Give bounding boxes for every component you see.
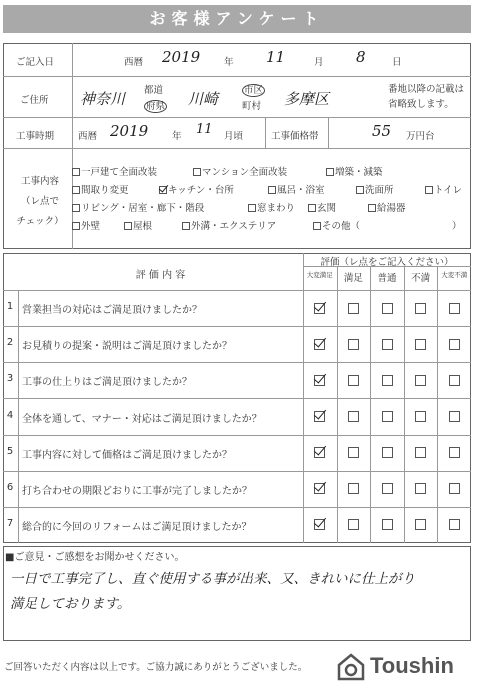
rating-checkbox[interactable] xyxy=(348,483,359,494)
date-month-unit: 月 xyxy=(314,57,324,68)
checkbox-icon[interactable] xyxy=(72,222,80,230)
date-year-unit: 年 xyxy=(224,57,234,68)
rating-checkbox[interactable] xyxy=(348,339,359,350)
work-other-close: ） xyxy=(452,221,462,232)
comments-line-1[interactable]: 一日で工事完了し、直ぐ使用する事が出来、又、きれいに仕上がり xyxy=(10,571,415,587)
work-option[interactable] xyxy=(193,164,287,178)
checkbox-icon[interactable] xyxy=(313,222,321,230)
rating-checkbox[interactable] xyxy=(314,303,325,314)
address-ward[interactable]: 多摩区 xyxy=(284,90,330,108)
date-day-unit: 日 xyxy=(392,57,402,68)
work-option-label: 屋根 xyxy=(133,221,153,232)
period-month-unit: 月頃 xyxy=(224,131,244,142)
rating-checkbox[interactable] xyxy=(449,375,460,386)
address-label: ご住所 xyxy=(20,95,49,106)
work-option[interactable] xyxy=(326,164,383,178)
rating-checkbox[interactable] xyxy=(348,303,359,314)
eval-header-right: 評価（レ点をご記入ください） xyxy=(320,257,454,268)
rating-checkbox[interactable] xyxy=(415,519,426,530)
comments-label: ■ご意見・ご感想をお聞かせください。 xyxy=(5,552,185,563)
rating-header: 不満 xyxy=(411,273,431,284)
work-option-label: 外壁 xyxy=(81,221,101,232)
rating-checkbox[interactable] xyxy=(382,411,393,422)
date-label: ご記入日 xyxy=(16,57,55,68)
rating-header: 大変不満 xyxy=(441,271,468,279)
work-option[interactable] xyxy=(425,182,462,196)
checkbox-icon[interactable] xyxy=(356,186,364,194)
rating-checkbox[interactable] xyxy=(415,375,426,386)
address-city[interactable]: 川崎 xyxy=(188,90,219,108)
work-option-label: 洗面所 xyxy=(365,185,394,196)
rating-checkbox[interactable] xyxy=(348,411,359,422)
work-option[interactable] xyxy=(356,182,394,196)
rating-checkbox[interactable] xyxy=(415,339,426,350)
rating-header: 大変満足 xyxy=(306,271,333,279)
work-label: 工事内容 （レ点で チェック） xyxy=(16,176,64,227)
question-text: 打ち合わせの期限どおりに工事が完了しましたか？ xyxy=(22,485,252,497)
work-option[interactable] xyxy=(72,164,157,178)
work-option-label: 外溝・エクステリア xyxy=(191,221,277,232)
address-prefecture[interactable]: 神奈川 xyxy=(80,90,126,108)
brand-logo xyxy=(336,652,466,682)
page-title: お客様アンケート xyxy=(3,5,471,33)
work-option-label: キッチン・台所 xyxy=(168,185,234,196)
checkbox-icon[interactable] xyxy=(193,168,201,176)
rating-checkbox[interactable] xyxy=(449,447,460,458)
rating-checkbox[interactable] xyxy=(449,339,460,350)
rating-checkbox[interactable] xyxy=(382,339,393,350)
price-label: 工事価格帯 xyxy=(271,131,319,142)
house-icon xyxy=(336,652,366,682)
rating-checkbox[interactable] xyxy=(415,447,426,458)
period-era: 西暦 xyxy=(78,131,98,142)
question-text: 工事内容に対して価格はご満足頂けましたか？ xyxy=(22,449,232,461)
checkbox-icon[interactable] xyxy=(159,186,167,194)
checkbox-icon[interactable] xyxy=(72,168,80,176)
checkbox-icon[interactable] xyxy=(182,222,190,230)
rating-checkbox[interactable] xyxy=(382,303,393,314)
address-pref-unit-2: 府県 xyxy=(146,101,166,112)
address-note: 番地以降の記載は省略致します。 xyxy=(388,84,465,110)
brand-name: Toushin xyxy=(370,653,454,678)
rating-checkbox[interactable] xyxy=(382,519,393,530)
work-option[interactable] xyxy=(72,200,204,214)
period-year-unit: 年 xyxy=(172,131,182,142)
work-option[interactable] xyxy=(72,218,100,232)
rating-checkbox[interactable] xyxy=(382,483,393,494)
question-number: 1 xyxy=(6,301,14,313)
address-city-unit-1: 市区 xyxy=(244,85,264,96)
question-number: 3 xyxy=(6,373,14,385)
rating-checkbox[interactable] xyxy=(314,519,325,530)
checkbox-icon[interactable] xyxy=(368,204,376,212)
rating-checkbox[interactable] xyxy=(348,447,359,458)
rating-checkbox[interactable] xyxy=(348,375,359,386)
checkbox-icon[interactable] xyxy=(268,186,276,194)
price-unit: 万円台 xyxy=(406,131,435,142)
work-option[interactable] xyxy=(72,182,129,196)
rating-checkbox[interactable] xyxy=(415,483,426,494)
rating-checkbox[interactable] xyxy=(415,303,426,314)
question-number: 2 xyxy=(6,337,14,349)
question-number: 4 xyxy=(6,409,14,421)
checkbox-icon[interactable] xyxy=(308,204,316,212)
checkbox-icon[interactable] xyxy=(326,168,334,176)
price-value[interactable]: 55 xyxy=(372,122,392,140)
work-option[interactable] xyxy=(313,218,360,232)
work-option[interactable] xyxy=(368,200,406,214)
work-option-label: その他（ xyxy=(322,221,361,232)
work-option-label: 間取り変更 xyxy=(81,185,129,196)
work-option-label: 増築・減築 xyxy=(335,167,383,178)
work-option-label: リビング・居室・廊下・階段 xyxy=(81,203,205,214)
period-year[interactable]: 2019 xyxy=(110,122,149,140)
rating-checkbox[interactable] xyxy=(348,519,359,530)
work-option[interactable] xyxy=(248,200,295,214)
rating-checkbox[interactable] xyxy=(314,411,325,422)
period-month[interactable]: 11 xyxy=(196,122,213,137)
work-option-label: トイレ xyxy=(434,185,463,196)
work-option[interactable] xyxy=(268,182,325,196)
rating-checkbox[interactable] xyxy=(382,375,393,386)
work-option-label: 玄関 xyxy=(317,203,337,214)
rating-checkbox[interactable] xyxy=(449,519,460,530)
checkbox-icon[interactable] xyxy=(124,222,132,230)
date-day[interactable]: 8 xyxy=(356,48,366,66)
work-option-label: マンション全面改装 xyxy=(202,167,288,178)
question-number: 5 xyxy=(6,445,14,457)
address-city-unit-2: 町村 xyxy=(242,101,262,112)
work-option[interactable] xyxy=(182,218,276,232)
question-text: 総合的に今回のリフォームはご満足頂けましたか？ xyxy=(22,521,252,533)
address-pref-unit-1: 都道 xyxy=(144,85,164,96)
work-option-label: 風呂・浴室 xyxy=(277,185,325,196)
rating-checkbox[interactable] xyxy=(449,483,460,494)
question-number: 7 xyxy=(6,517,14,529)
question-text: お見積りの提案・説明はご満足頂けましたか？ xyxy=(22,341,232,353)
work-option[interactable] xyxy=(159,182,234,196)
footer-text: ご回答いただく内容は以上です。ご協力誠にありがとうございました。 xyxy=(4,662,308,673)
checkbox-icon[interactable] xyxy=(72,204,80,212)
work-option[interactable] xyxy=(124,218,152,232)
rating-checkbox[interactable] xyxy=(382,447,393,458)
work-option-label: 窓まわり xyxy=(257,203,296,214)
date-year[interactable]: 2019 xyxy=(162,48,201,66)
date-month[interactable]: 11 xyxy=(266,48,286,66)
checkbox-icon[interactable] xyxy=(248,204,256,212)
work-option[interactable] xyxy=(308,200,336,214)
rating-header: 満足 xyxy=(343,273,363,284)
checkbox-icon[interactable] xyxy=(72,186,80,194)
comments-line-2[interactable]: 満足しております。 xyxy=(10,596,131,612)
period-label: 工事時期 xyxy=(16,131,55,142)
rating-checkbox[interactable] xyxy=(415,411,426,422)
rating-checkbox[interactable] xyxy=(314,447,325,458)
question-number: 6 xyxy=(6,481,14,493)
rating-checkbox[interactable] xyxy=(314,483,325,494)
work-option-label: 給湯器 xyxy=(377,203,406,214)
date-era: 西暦 xyxy=(124,57,144,68)
rating-header: 普通 xyxy=(377,273,397,284)
eval-header-left: 評 価 内 容 xyxy=(135,270,186,281)
question-text: 営業担当の対応はご満足頂けましたか？ xyxy=(22,305,202,317)
rating-checkbox[interactable] xyxy=(449,411,460,422)
question-text: 工事の仕上りはご満足頂けましたか？ xyxy=(22,377,192,389)
checkbox-icon[interactable] xyxy=(425,186,433,194)
question-text: 全体を通して、マナー・対応はご満足頂けましたか？ xyxy=(22,413,262,425)
rating-checkbox[interactable] xyxy=(314,375,325,386)
rating-checkbox[interactable] xyxy=(449,303,460,314)
work-option-label: 一戸建て全面改装 xyxy=(81,167,158,178)
rating-checkbox[interactable] xyxy=(314,339,325,350)
